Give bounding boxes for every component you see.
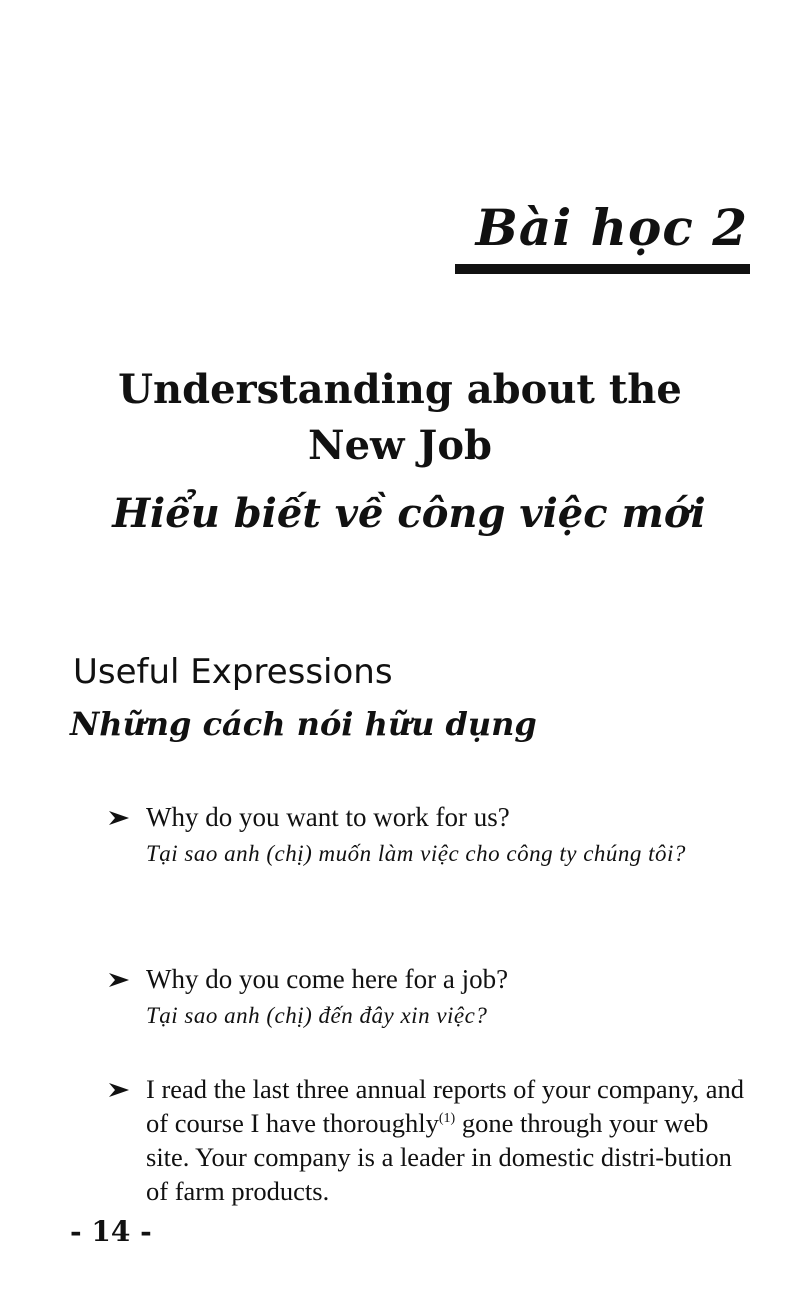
lesson-title: Bài học 2 — [475, 198, 748, 257]
expression-english: Why do you want to work for us? — [146, 802, 510, 832]
page-number: - 14 - — [70, 1215, 152, 1248]
expressions-list — [108, 800, 753, 1208]
expression-item — [108, 962, 753, 1072]
main-title-english-line1: Understanding about the — [118, 366, 682, 413]
expression-english: Why do you come here for a job? — [146, 964, 509, 994]
footnote-marker: (1) — [438, 1111, 456, 1127]
main-title-vietnamese: Hiểu biết về công việc mới — [112, 490, 706, 537]
expression-english — [146, 1072, 753, 1208]
arrowhead-bullet-icon — [108, 810, 130, 826]
expression-vietnamese: Tại sao anh (chị) muốn làm việc cho công ty chúng tôi? — [146, 841, 686, 866]
arrowhead-bullet-icon — [108, 972, 130, 988]
section-heading-english: Useful Expressions — [73, 652, 393, 692]
main-title-english-line2: New Job — [308, 422, 492, 469]
main-title-english — [0, 362, 800, 474]
lesson-rule — [455, 264, 750, 274]
expression-item — [108, 1072, 753, 1208]
section-heading-vietnamese: Những cách nói hữu dụng — [70, 705, 537, 743]
expression-english-part2: gone through your web site. Your company is a leader in domestic distri-bution of farm products. — [146, 1108, 732, 1206]
arrowhead-bullet-icon — [108, 1082, 130, 1098]
expression-item — [108, 800, 753, 962]
lesson-header — [455, 190, 750, 280]
expression-english-part1: I read the last three annual reports of your company, and of course I have thoroughly — [146, 1074, 744, 1138]
expression-vietnamese: Tại sao anh (chị) đến đây xin việc? — [146, 1003, 488, 1028]
